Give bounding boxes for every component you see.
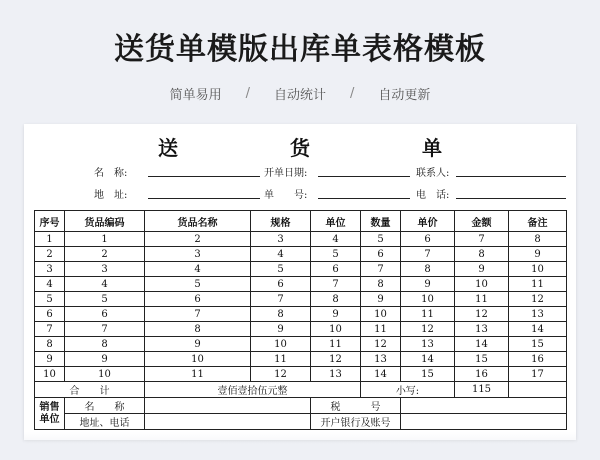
cell-amount: 16 [455, 367, 509, 382]
cell-unit: 7 [311, 277, 361, 292]
seller-address-value[interactable] [145, 414, 311, 430]
cell-price: 14 [401, 352, 455, 367]
doc-no-label: 单 号: [264, 190, 308, 201]
cell-index: 4 [35, 277, 65, 292]
cell-name: 11 [145, 367, 251, 382]
cell-price: 10 [401, 292, 455, 307]
phone-label: 电 话: [416, 190, 450, 201]
name-field[interactable] [148, 176, 260, 177]
contact-field[interactable] [456, 176, 566, 177]
cell-code: 6 [65, 307, 145, 322]
col-header-code: 货品编码 [65, 211, 145, 232]
table-row [35, 232, 567, 247]
cell-name: 8 [145, 322, 251, 337]
col-header-price: 单价 [401, 211, 455, 232]
open-date-label: 开单日期: [264, 168, 308, 179]
cell-spec: 8 [251, 307, 311, 322]
cell-price: 7 [401, 247, 455, 262]
cell-index: 6 [35, 307, 65, 322]
cell-qty: 12 [361, 337, 401, 352]
cell-index: 10 [35, 367, 65, 382]
cell-code: 4 [65, 277, 145, 292]
cell-qty: 8 [361, 277, 401, 292]
total-note-cell [509, 382, 567, 398]
table-row [35, 367, 567, 382]
cell-spec: 6 [251, 277, 311, 292]
seller-bank-label: 开户银行及账号 [311, 414, 401, 430]
table-row [35, 262, 567, 277]
cell-unit: 12 [311, 352, 361, 367]
cell-code: 7 [65, 322, 145, 337]
cell-amount: 9 [455, 262, 509, 277]
cell-qty: 11 [361, 322, 401, 337]
cell-spec: 4 [251, 247, 311, 262]
cell-name: 4 [145, 262, 251, 277]
cell-spec: 10 [251, 337, 311, 352]
cell-note: 15 [509, 337, 567, 352]
cell-code: 10 [65, 367, 145, 382]
cell-name: 7 [145, 307, 251, 322]
cell-index: 5 [35, 292, 65, 307]
table-row [35, 352, 567, 367]
cell-unit: 9 [311, 307, 361, 322]
cell-unit: 6 [311, 262, 361, 277]
cell-name: 10 [145, 352, 251, 367]
cell-note: 17 [509, 367, 567, 382]
cell-amount: 15 [455, 352, 509, 367]
seller-address-row [35, 414, 567, 430]
cell-note: 11 [509, 277, 567, 292]
col-header-name: 货品名称 [145, 211, 251, 232]
cell-note: 13 [509, 307, 567, 322]
table-header-row [35, 211, 567, 232]
cell-index: 3 [35, 262, 65, 277]
table-row [35, 247, 567, 262]
tag-auto-stats: 自动统计 [273, 88, 326, 103]
tag-separator: / [245, 86, 250, 101]
seller-name-row [35, 398, 567, 414]
cell-code: 8 [65, 337, 145, 352]
cell-qty: 10 [361, 307, 401, 322]
cell-amount: 10 [455, 277, 509, 292]
cell-code: 9 [65, 352, 145, 367]
cell-price: 13 [401, 337, 455, 352]
goods-table [34, 210, 567, 430]
total-amount-words: 壹佰壹拾伍元整 [145, 382, 361, 398]
total-amount: 115 [455, 382, 509, 398]
cell-code: 1 [65, 232, 145, 247]
table-row [35, 337, 567, 352]
cell-index: 2 [35, 247, 65, 262]
cell-amount: 7 [455, 232, 509, 247]
table-row [35, 307, 567, 322]
cell-unit: 13 [311, 367, 361, 382]
delivery-note-title: 送 货 单 [158, 136, 488, 160]
cell-qty: 7 [361, 262, 401, 277]
phone-field[interactable] [456, 198, 566, 199]
cell-unit: 10 [311, 322, 361, 337]
col-header-unit: 单位 [311, 211, 361, 232]
delivery-note-sheet [24, 124, 576, 440]
total-small-label: 小写: [361, 382, 455, 398]
cell-spec: 11 [251, 352, 311, 367]
total-label: 合 计 [35, 382, 145, 398]
cell-spec: 9 [251, 322, 311, 337]
seller-label: 销售单位 [35, 398, 65, 430]
seller-address-label: 地址、电话 [65, 414, 145, 430]
tag-auto-update: 自动更新 [378, 88, 431, 103]
table-row [35, 292, 567, 307]
col-header-spec: 规格 [251, 211, 311, 232]
cell-name: 9 [145, 337, 251, 352]
cell-code: 5 [65, 292, 145, 307]
contact-label: 联系人: [416, 168, 450, 179]
table-row [35, 322, 567, 337]
cell-note: 9 [509, 247, 567, 262]
cell-code: 3 [65, 262, 145, 277]
cell-note: 10 [509, 262, 567, 277]
seller-bank-value[interactable] [401, 414, 567, 430]
total-row [35, 382, 567, 398]
cell-spec: 12 [251, 367, 311, 382]
doc-no-field[interactable] [318, 198, 410, 199]
cell-price: 9 [401, 277, 455, 292]
cell-unit: 4 [311, 232, 361, 247]
cell-name: 5 [145, 277, 251, 292]
cell-unit: 8 [311, 292, 361, 307]
cell-amount: 8 [455, 247, 509, 262]
cell-note: 8 [509, 232, 567, 247]
col-header-qty: 数量 [361, 211, 401, 232]
page-title: 送货单模版出库单表格模板 [114, 32, 486, 67]
cell-index: 7 [35, 322, 65, 337]
cell-name: 3 [145, 247, 251, 262]
bottom-fade [24, 432, 576, 460]
cell-price: 8 [401, 262, 455, 277]
cell-note: 16 [509, 352, 567, 367]
table-row [35, 277, 567, 292]
cell-amount: 12 [455, 307, 509, 322]
cell-qty: 9 [361, 292, 401, 307]
cell-spec: 7 [251, 292, 311, 307]
cell-price: 6 [401, 232, 455, 247]
seller-name-value[interactable] [145, 398, 311, 414]
cell-qty: 14 [361, 367, 401, 382]
col-header-amount: 金额 [455, 211, 509, 232]
cell-qty: 6 [361, 247, 401, 262]
feature-tagline [0, 84, 600, 103]
address-field[interactable] [148, 198, 260, 199]
cell-price: 11 [401, 307, 455, 322]
tag-separator: / [350, 86, 355, 101]
name-label: 名 称: [94, 168, 128, 179]
cell-amount: 14 [455, 337, 509, 352]
cell-name: 6 [145, 292, 251, 307]
cell-price: 12 [401, 322, 455, 337]
address-label: 地 址: [94, 190, 128, 201]
cell-qty: 13 [361, 352, 401, 367]
open-date-field[interactable] [318, 176, 410, 177]
cell-name: 2 [145, 232, 251, 247]
col-header-note: 备注 [509, 211, 567, 232]
cell-unit: 11 [311, 337, 361, 352]
cell-amount: 11 [455, 292, 509, 307]
cell-spec: 5 [251, 262, 311, 277]
cell-note: 12 [509, 292, 567, 307]
seller-tax-value[interactable] [401, 398, 567, 414]
cell-index: 9 [35, 352, 65, 367]
tag-easy: 简单易用 [169, 88, 222, 103]
cell-index: 1 [35, 232, 65, 247]
cell-qty: 5 [361, 232, 401, 247]
cell-index: 8 [35, 337, 65, 352]
seller-name-label: 名 称 [65, 398, 145, 414]
cell-unit: 5 [311, 247, 361, 262]
cell-price: 15 [401, 367, 455, 382]
seller-tax-label: 税 号 [311, 398, 401, 414]
col-header-index: 序号 [35, 211, 65, 232]
cell-spec: 3 [251, 232, 311, 247]
cell-note: 14 [509, 322, 567, 337]
cell-code: 2 [65, 247, 145, 262]
cell-amount: 13 [455, 322, 509, 337]
